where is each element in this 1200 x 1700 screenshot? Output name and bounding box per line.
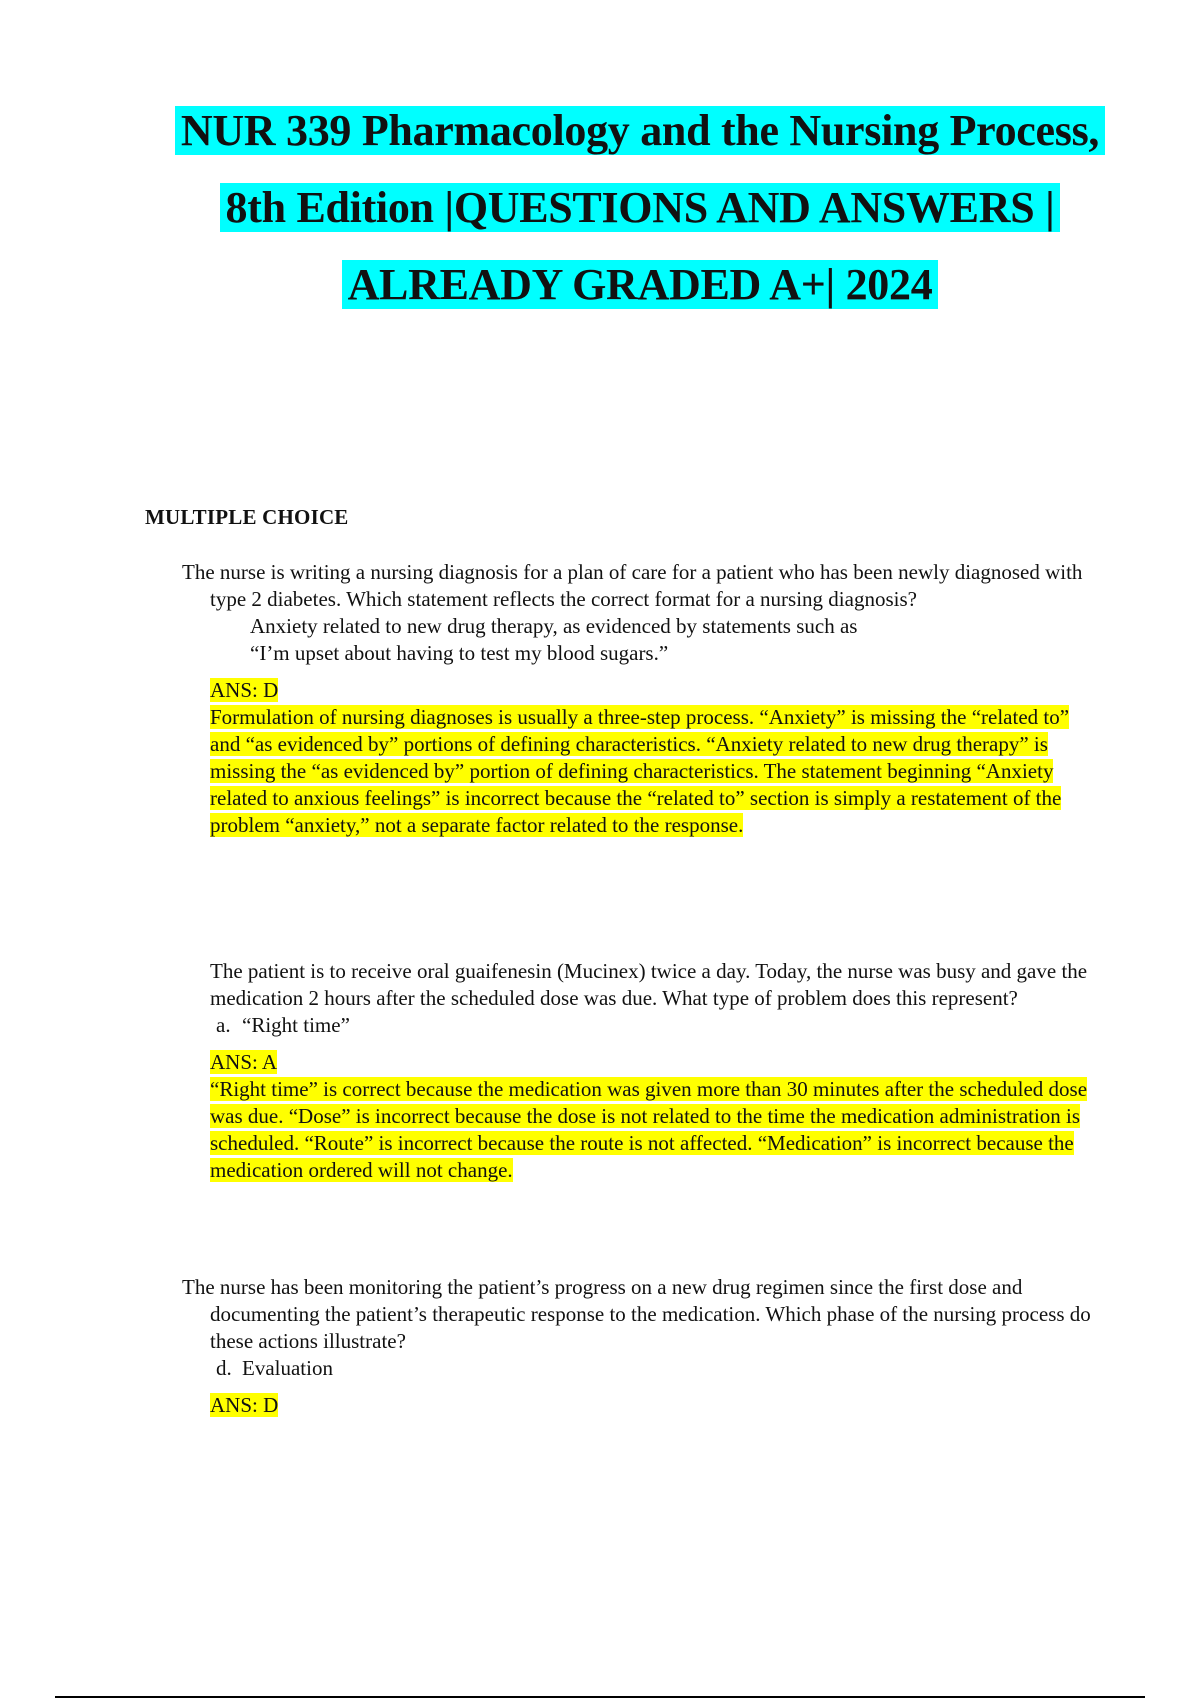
title-line-2: 8th Edition |QUESTIONS AND ANSWERS |: [100, 169, 1180, 246]
page-bottom-rule: [55, 1696, 1145, 1698]
option-letter: a.: [216, 1013, 231, 1037]
answer-option: [182, 613, 1102, 667]
question-stem: The nurse is writing a nursing diagnosis for a plan of care for a patient who has been newly diagnosed with type 2 diabetes. Which statement reflects the correct format for a nursing diagnosis?: [182, 560, 1083, 611]
answer-block: [210, 1392, 1102, 1419]
section-heading: MULTIPLE CHOICE: [145, 505, 349, 529]
answer-option: [182, 1355, 1102, 1382]
option-text: “Right time”: [242, 1013, 350, 1037]
answer-block: [210, 1049, 1102, 1184]
answer-option: [182, 1012, 1102, 1039]
question-3: [182, 1274, 1102, 1419]
title-line-1: NUR 339 Pharmacology and the Nursing Process,: [100, 92, 1180, 169]
answer-key: ANS: D: [210, 678, 279, 702]
document-title: [100, 92, 1180, 323]
answer-key: ANS: D: [210, 1393, 279, 1417]
question-stem: The patient is to receive oral guaifenesin (Mucinex) twice a day. Today, the nurse was busy and gave the medication 2 hours after the scheduled dose was due. What type of problem does this represent?: [210, 959, 1088, 1010]
title-line-3: ALREADY GRADED A+| 2024: [100, 246, 1180, 323]
question-2: [182, 958, 1102, 1184]
answer-rationale: Formulation of nursing diagnoses is usually a three-step process. “Anxiety” is missing the “related to” and “as evidenced by” portions of defining characteristics. “Anxiety related to new drug therapy” is missing the “as evidenced by” portion of defining characteristics. The statement beginning “Anxiety related to anxious feelings” is incorrect because the “related to” section is simply a restatement of the problem “anxiety,” not a separate factor related to the response.: [210, 705, 1070, 837]
answer-key: ANS: A: [210, 1050, 278, 1074]
question-1: [182, 559, 1102, 839]
answer-rationale: “Right time” is correct because the medication was given more than 30 minutes after the scheduled dose was due. “Dose” is incorrect because the dose is not related to the time the medication administration is scheduled. “Route” is incorrect because the route is not affected. “Medication” is incorrect because the medication ordered will not change.: [210, 1077, 1088, 1182]
answer-block: [210, 677, 1102, 839]
option-text: Evaluation: [242, 1356, 333, 1380]
option-line-2: “I’m upset about having to test my blood sugars.”: [250, 641, 669, 665]
option-line-1: Anxiety related to new drug therapy, as evidenced by statements such as: [250, 614, 858, 638]
option-letter: d.: [216, 1356, 232, 1380]
question-stem: The nurse has been monitoring the patient’s progress on a new drug regimen since the first dose and documenting the patient’s therapeutic response to the medication. Which phase of the nursing process do these actions illustrate?: [182, 1275, 1091, 1353]
